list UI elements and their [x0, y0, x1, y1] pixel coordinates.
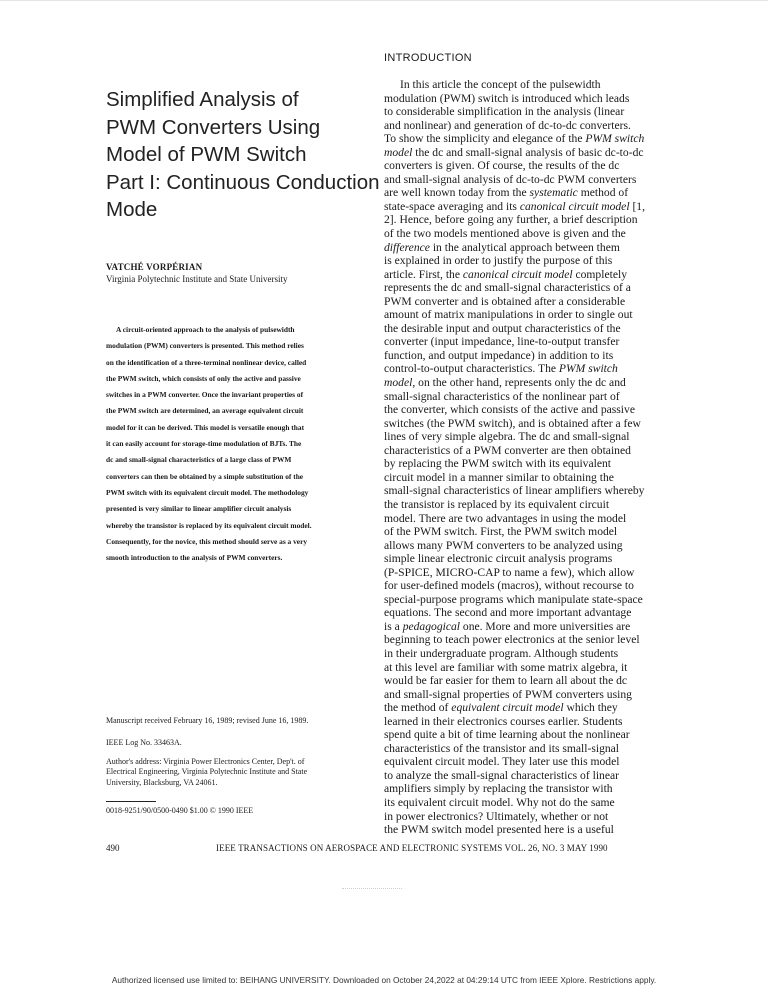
introduction-body	[384, 78, 654, 837]
body-line: and small-signal analysis of dc-to-dc PWM converters	[384, 172, 637, 186]
body-line: its equivalent circuit model. Why not do the same	[384, 795, 615, 809]
abstract-line: it can easily account for storage-time modulation of BJTs. The	[106, 439, 302, 449]
page-top-rule	[0, 0, 768, 1]
address-line: Electrical Engineering, Virginia Polytechnic Institute and State	[106, 767, 308, 777]
body-line: the PWM switch model presented here is a useful	[384, 823, 614, 837]
body-line: allows many PWM converters to be analyzed using	[384, 538, 623, 552]
body-line: amount of matrix manipulations in order to single out	[384, 308, 633, 322]
body-line: To show the simplicity and elegance of the PWM switch	[384, 132, 645, 146]
body-line: the method of equivalent circuit model which they	[384, 701, 618, 715]
body-line: the desirable input and output characteristics of the	[384, 321, 621, 335]
abstract-line: model for it can be derived. This model is versatile enough that	[106, 422, 305, 432]
body-line: and nonlinear) and generation of dc-to-dc converters.	[384, 118, 631, 132]
scan-artifact	[342, 888, 402, 891]
body-line: circuit model in a manner similar to obtaining the	[384, 470, 614, 484]
abstract-line: converters can then be obtained by a simple substitution of the	[106, 471, 304, 481]
body-line: small-signal characteristics of the nonlinear part of	[384, 389, 620, 403]
abstract-line: PWM switch with its equivalent circuit model. The methodology	[106, 487, 309, 497]
body-line: and small-signal properties of PWM converters using	[384, 687, 632, 701]
abstract-line: the PWM switch are determined, an average equivalent circuit	[106, 406, 304, 416]
body-line: would be far easier for them to learn all about the dc	[384, 674, 628, 688]
body-line: article. First, the canonical circuit model completely	[384, 267, 627, 281]
body-line: for user-defined models (macros), without recourse to	[384, 579, 634, 593]
abstract-line: modulation (PWM) converters is presented. This method relies	[106, 341, 304, 351]
body-line: equations. The second and more important advantage	[384, 606, 632, 620]
body-line: of the PWM switch. First, the PWM switch model	[384, 525, 618, 539]
body-line: is explained in order to justify the purpose of this	[384, 254, 613, 268]
title-line: Part I: Continuous Conduction	[106, 170, 380, 194]
body-line: represents the dc and small-signal characteristics of a	[384, 281, 631, 295]
title-line: Model of PWM Switch	[106, 143, 307, 166]
body-line: model. There are two advantages in using the model	[384, 511, 627, 525]
author-affiliation: Virginia Polytechnic Institute and State University	[106, 274, 288, 284]
body-line: difference in the analytical approach between them	[384, 240, 620, 254]
abstract-line: Consequently, for the novice, this method should serve as a very	[106, 536, 308, 546]
title-line: Simplified Analysis of	[106, 88, 299, 111]
body-line: control-to-output characteristics. The PWM switch	[384, 362, 618, 376]
body-line: at this level are familiar with some matrix algebra, it	[384, 660, 628, 674]
abstract-line: switches in a PWM converter. Once the invariant properties of	[106, 390, 304, 400]
license-footer: Authorized licensed use limited to: BEIHANG UNIVERSITY. Downloaded on October 24,2022 at 04:29:14 UTC from IEEE Xplore. Restrictions apply.	[111, 975, 657, 985]
author-name: VATCHÉ VORPÉRIAN	[106, 262, 203, 272]
abstract-line: dc and small-signal characteristics of a large class of PWM	[106, 455, 292, 465]
body-line: learned in their electronics courses earlier. Students	[384, 714, 623, 728]
body-line: converter (input impedance, line-to-output transfer	[384, 335, 620, 349]
body-line: characteristics of the transistor and its small-signal	[384, 741, 620, 755]
body-line: equivalent circuit model. They later use this model	[384, 755, 620, 769]
body-line: simple linear electronic circuit analysis programs	[384, 552, 613, 566]
abstract-line: the PWM switch, which consists of only the active and passive	[106, 373, 301, 383]
body-line: the converter, which consists of the active and passive	[384, 403, 635, 417]
address-line: Author's address: Virginia Power Electronics Center, Dep't. of	[106, 757, 305, 766]
body-line: model, on the other hand, represents only the dc and	[384, 376, 626, 390]
paper-title	[106, 86, 380, 224]
address-line: University, Blacksburg, VA 24061.	[106, 777, 218, 787]
section-heading: INTRODUCTION	[384, 52, 472, 64]
body-line: PWM converter and is obtained after a considerable	[384, 294, 626, 308]
body-line: the transistor is replaced by its equivalent circuit	[384, 497, 610, 511]
body-line: in their undergraduate program. Although students	[384, 646, 619, 660]
footnote-received: Manuscript received February 16, 1989; revised June 16, 1989.	[106, 716, 309, 725]
body-line: to considerable simplification in the analysis (linear	[384, 105, 625, 119]
body-line: converters is given. Of course, the results of the dc	[384, 159, 620, 173]
body-line: small-signal characteristics of linear amplifiers whereby	[384, 484, 645, 498]
body-line: function, and output impedance) in addition to its	[384, 348, 614, 362]
abstract-line: presented is very similar to linear amplifier circuit analysis	[106, 504, 292, 514]
body-line: special-purpose programs which manipulate state-space	[384, 592, 643, 606]
body-line: are well known today from the systematic method of	[384, 186, 629, 200]
body-line: characteristics of a PWM converter are then obtained	[384, 443, 631, 457]
footnote-copyright: 0018-9251/90/0500-0490 $1.00 © 1990 IEEE	[106, 806, 254, 815]
title-line: Mode	[106, 198, 158, 221]
body-line: beginning to teach power electronics at the senior level	[384, 633, 640, 647]
body-line: in power electronics? Ultimately, whether or not	[384, 809, 609, 823]
body-line: In this article the concept of the pulsewidth	[400, 78, 601, 91]
abstract-line: A circuit-oriented approach to the analysis of pulsewidth	[116, 325, 295, 334]
body-line: lines of very simple algebra. The dc and small-signal	[384, 430, 630, 444]
body-line: state-space averaging and its canonical circuit model [1,	[384, 199, 646, 213]
body-line: of the two models mentioned above is given and the	[384, 227, 626, 241]
page-number: 490	[106, 843, 120, 853]
body-line: is a pedagogical one. More and more universities are	[384, 619, 631, 633]
body-line: to analyze the small-signal characteristics of linear	[384, 768, 619, 782]
body-line: amplifiers simply by replacing the transistor with	[384, 782, 613, 796]
body-line: modulation (PWM) switch is introduced which leads	[384, 91, 630, 105]
abstract-line: on the identification of a three-terminal nonlinear device, called	[106, 357, 307, 367]
abstract-line: smooth introduction to the analysis of PWM converters.	[106, 553, 283, 563]
journal-reference: IEEE TRANSACTIONS ON AEROSPACE AND ELECTRONIC SYSTEMS VOL. 26, NO. 3 MAY 1990	[216, 843, 608, 853]
footnote-rule	[106, 801, 156, 802]
title-line: PWM Converters Using	[106, 115, 321, 139]
footnote-address	[106, 757, 368, 788]
body-line: spend quite a bit of time learning about the nonlinear	[384, 728, 630, 742]
body-line: model the dc and small-signal analysis of basic dc-to-dc	[384, 145, 644, 159]
body-line: by replacing the PWM switch with its equivalent	[384, 457, 612, 471]
abstract	[106, 322, 364, 566]
body-line: switches (the PWM switch), and is obtained after a few	[384, 416, 641, 430]
abstract-line: whereby the transistor is replaced by its equivalent circuit model.	[106, 520, 312, 530]
body-line: 2]. Hence, before going any further, a brief description	[384, 213, 638, 227]
body-line: (P-SPICE, MICRO-CAP to name a few), which allow	[384, 565, 635, 579]
footnote-log: IEEE Log No. 33463A.	[106, 738, 182, 747]
